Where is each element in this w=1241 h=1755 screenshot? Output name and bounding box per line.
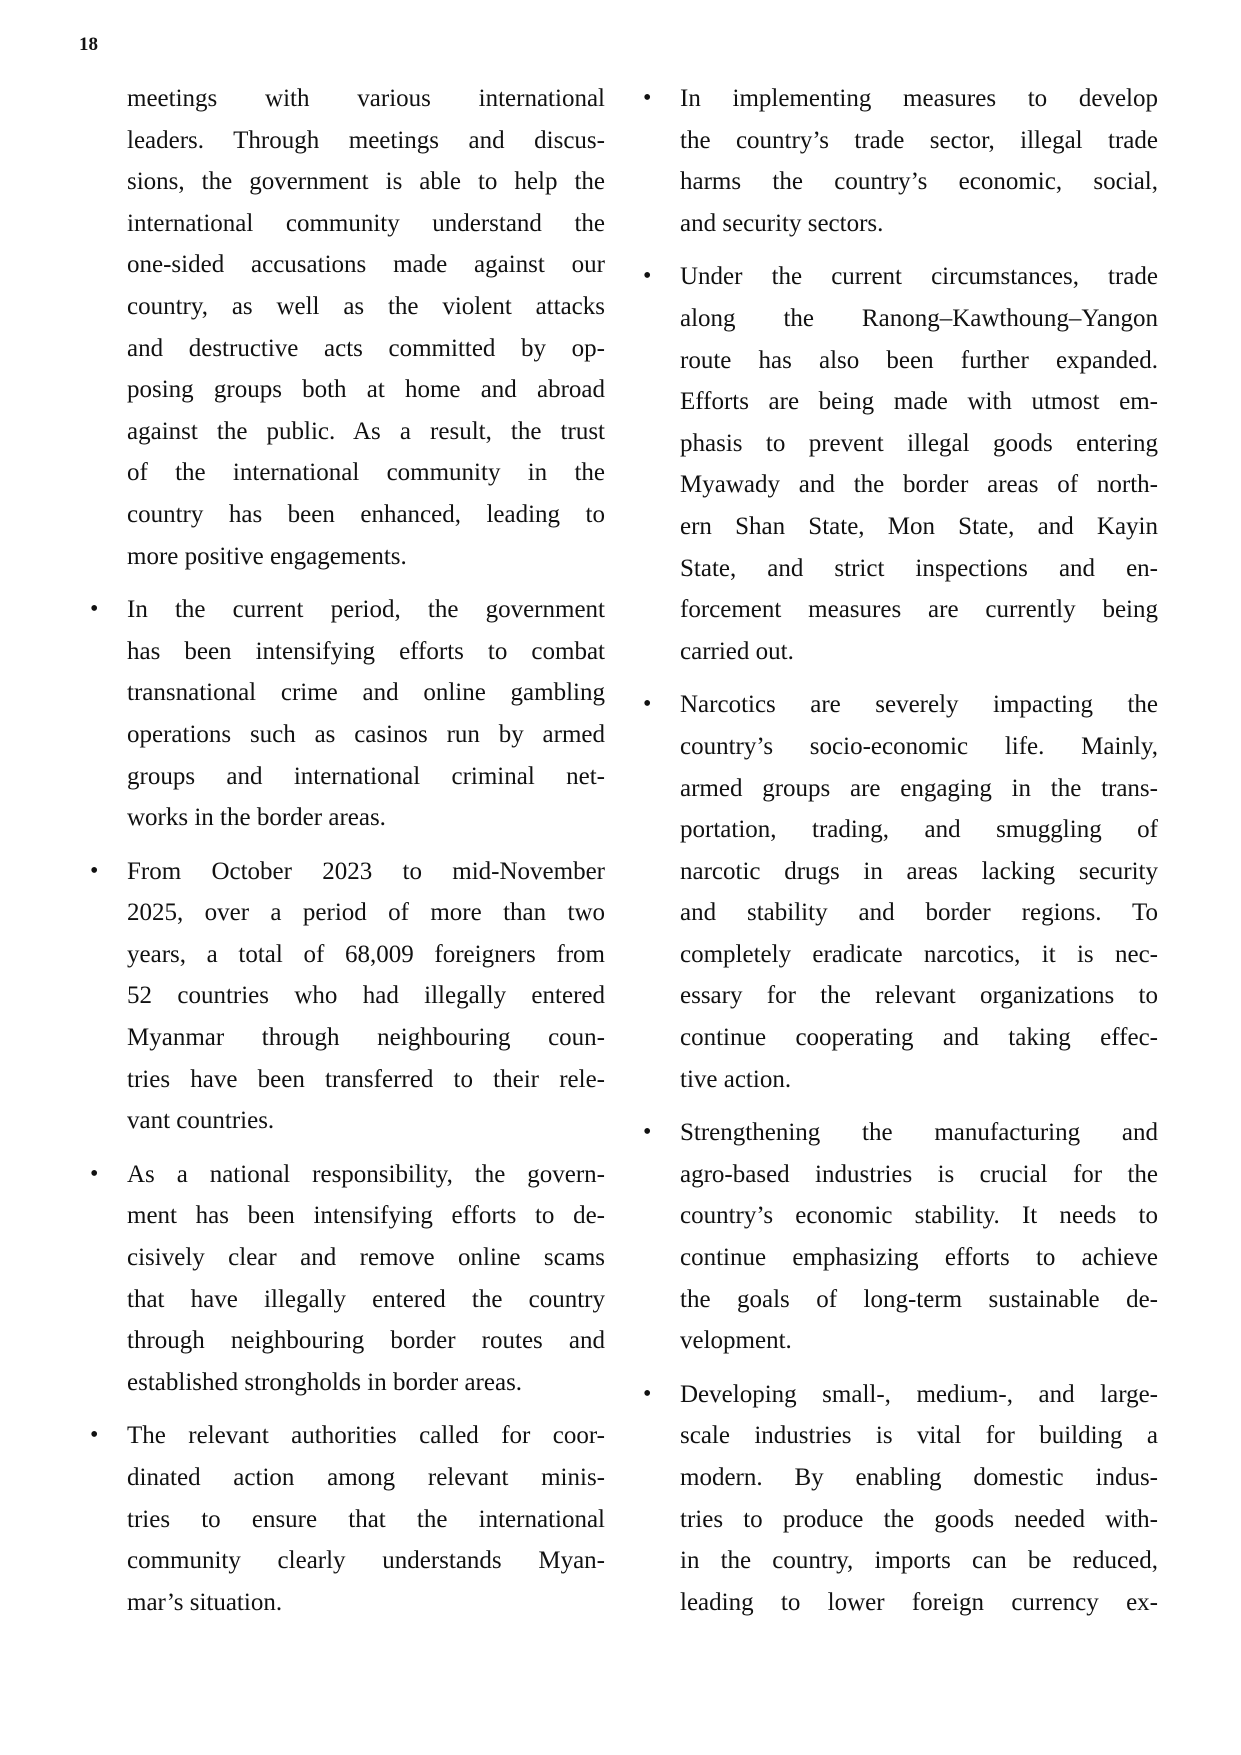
text-line-content: years, a total of 68,009 foreigners from <box>127 940 605 968</box>
text-line <box>127 892 605 934</box>
text-line-content: continue cooperating and taking effec- <box>680 1024 1158 1052</box>
text-line-content: leaders. Through meetings and discus- <box>127 126 605 154</box>
text-line-content: armed groups are engaging in the trans- <box>680 774 1158 802</box>
left-column <box>90 78 605 1635</box>
text-line <box>680 120 1158 162</box>
text-line-content: tries have been transferred to their rele- <box>127 1065 605 1093</box>
text-line-content: forcement measures are currently being <box>680 596 1158 624</box>
text-line <box>127 1100 605 1142</box>
text-line-content: dinated action among relevant minis- <box>127 1464 605 1491</box>
text-line-content: country’s socio-economic life. Mainly, <box>680 732 1158 760</box>
text-line-content: along the Ranong–Kawthoung–Yangon <box>680 304 1158 332</box>
text-line-content: ern Shan State, Mon State, and Kayin <box>680 512 1158 540</box>
bullet-icon: • <box>90 596 99 623</box>
text-line <box>680 256 1158 298</box>
text-line <box>680 726 1158 768</box>
text-line-content: and security sectors. <box>680 209 884 237</box>
text-line <box>680 1279 1158 1321</box>
text-line-content: sions, the government is able to help the <box>127 168 605 196</box>
text-line <box>680 934 1158 976</box>
text-line-content: country, as well as the violent attacks <box>127 292 605 320</box>
text-line-content: against the public. As a result, the trust <box>127 417 605 445</box>
text-line <box>127 1499 605 1541</box>
text-line-content: phasis to prevent illegal goods entering <box>680 429 1158 457</box>
bullet-item <box>90 1415 605 1623</box>
text-line-content: country’s economic stability. It needs to <box>680 1202 1158 1230</box>
bullet-item <box>643 684 1158 1100</box>
text-line <box>127 536 605 578</box>
text-line <box>680 1540 1158 1582</box>
text-line-content: posing groups both at home and abroad <box>127 376 605 404</box>
text-line <box>127 1362 605 1404</box>
text-line-content: through neighbouring border routes and <box>127 1327 605 1355</box>
text-line <box>127 452 605 494</box>
text-line <box>680 1415 1158 1457</box>
text-line <box>680 1582 1158 1624</box>
text-line <box>127 1457 605 1499</box>
text-line <box>127 286 605 328</box>
text-line-content: In the current period, the government <box>127 596 605 624</box>
text-line-content: community clearly understands Myan- <box>127 1547 605 1575</box>
text-line <box>680 506 1158 548</box>
text-line <box>680 1457 1158 1499</box>
bullet-item <box>90 1154 605 1404</box>
bullet-item <box>90 589 605 839</box>
text-line-content: modern. By enabling domestic indus- <box>680 1464 1158 1491</box>
text-line <box>680 631 1158 673</box>
text-line <box>127 411 605 453</box>
text-line <box>127 672 605 714</box>
text-line-content: leading to lower foreign currency ex- <box>680 1588 1158 1616</box>
text-line <box>127 934 605 976</box>
text-line-content: one-sided accusations made against our <box>127 251 605 279</box>
text-line-content: essary for the relevant organizations to <box>680 982 1158 1010</box>
text-line <box>680 1320 1158 1362</box>
text-line <box>680 78 1158 120</box>
text-line-content: scale industries is vital for building a <box>680 1422 1158 1450</box>
bullet-icon: • <box>90 1422 99 1449</box>
text-line-content: velopment. <box>680 1327 792 1355</box>
text-line <box>680 464 1158 506</box>
text-line <box>127 1237 605 1279</box>
text-line-content: portation, trading, and smuggling of <box>680 816 1158 844</box>
text-line-content: that have illegally entered the country <box>127 1285 605 1313</box>
text-line <box>680 381 1158 423</box>
text-line <box>680 589 1158 631</box>
text-line <box>680 340 1158 382</box>
text-line-content: established strongholds in border areas. <box>127 1368 523 1396</box>
text-line <box>680 1195 1158 1237</box>
text-line-content: international community understand the <box>127 209 605 237</box>
text-line <box>680 768 1158 810</box>
text-line <box>680 684 1158 726</box>
text-line-content: has been intensifying efforts to combat <box>127 637 605 665</box>
text-line-content: tive action. <box>680 1065 792 1093</box>
text-line <box>127 1540 605 1582</box>
text-line <box>680 1237 1158 1279</box>
bullet-item <box>643 1374 1158 1624</box>
text-line <box>127 714 605 756</box>
bullet-icon: • <box>643 263 652 290</box>
text-line-content: groups and international criminal net- <box>127 762 605 790</box>
text-line-content: ment has been intensifying efforts to de- <box>127 1202 605 1230</box>
text-line <box>127 1017 605 1059</box>
text-line <box>127 1582 605 1624</box>
text-line-content: tries to produce the goods needed with- <box>680 1505 1158 1533</box>
text-line <box>127 494 605 536</box>
text-line-content: completely eradicate narcotics, it is nec- <box>680 940 1158 968</box>
text-line-content: carried out. <box>680 637 794 665</box>
text-line-content: In implementing measures to develop <box>680 85 1158 112</box>
text-line-content: As a national responsibility, the govern- <box>127 1160 605 1188</box>
text-line <box>127 244 605 286</box>
text-line <box>127 78 605 120</box>
text-line-content: meetings with various international <box>127 85 605 112</box>
text-line <box>680 892 1158 934</box>
text-line <box>127 589 605 631</box>
bullet-item <box>643 1112 1158 1362</box>
text-line <box>127 1415 605 1457</box>
text-line <box>127 756 605 798</box>
text-line <box>680 298 1158 340</box>
text-line-content: the country’s trade sector, illegal trade <box>680 126 1158 154</box>
bullet-icon: • <box>643 691 652 718</box>
text-line-content: Strengthening the manufacturing and <box>680 1119 1158 1147</box>
text-line <box>680 1499 1158 1541</box>
text-line <box>127 1059 605 1101</box>
text-line-content: the goals of long-term sustainable de- <box>680 1285 1158 1313</box>
text-line-content: harms the country’s economic, social, <box>680 168 1158 196</box>
text-line <box>680 1112 1158 1154</box>
text-line <box>127 1154 605 1196</box>
text-line-content: State, and strict inspections and en- <box>680 554 1158 582</box>
text-line-content: and destructive acts committed by op- <box>127 334 605 362</box>
text-line-content: tries to ensure that the international <box>127 1505 605 1533</box>
text-line-content: Myawady and the border areas of north- <box>680 471 1158 499</box>
text-line-content: mar’s situation. <box>127 1588 283 1616</box>
bullet-icon: • <box>643 1119 652 1146</box>
text-line <box>127 203 605 245</box>
text-line-content: Narcotics are severely impacting the <box>680 691 1158 719</box>
text-line-content: The relevant authorities called for coor- <box>127 1422 605 1450</box>
text-line <box>127 328 605 370</box>
text-line <box>127 120 605 162</box>
text-line-content: Myanmar through neighbouring coun- <box>127 1024 605 1052</box>
text-line-content: country has been enhanced, leading to <box>127 500 605 528</box>
bullet-item <box>643 78 1158 244</box>
text-line-content: works in the border areas. <box>127 804 386 832</box>
bullet-item <box>643 256 1158 672</box>
text-line <box>127 369 605 411</box>
text-line-content: narcotic drugs in areas lacking security <box>680 857 1158 885</box>
text-line-content: of the international community in the <box>127 459 605 487</box>
text-line-content: 52 countries who had illegally entered <box>127 982 605 1010</box>
text-line <box>680 161 1158 203</box>
text-line <box>680 548 1158 590</box>
bullet-item <box>90 851 605 1142</box>
page-number: 18 <box>79 34 98 55</box>
text-line <box>127 1195 605 1237</box>
paragraph-continuation <box>127 78 605 577</box>
text-line-content: vant countries. <box>127 1107 275 1135</box>
bullet-icon: • <box>90 1160 99 1187</box>
right-column <box>643 78 1158 1635</box>
text-line-content: 2025, over a period of more than two <box>127 899 605 927</box>
text-line <box>680 975 1158 1017</box>
text-line-content: in the country, imports can be reduced, <box>680 1547 1158 1575</box>
text-line <box>127 1279 605 1321</box>
text-line-content: continue emphasizing efforts to achieve <box>680 1244 1158 1272</box>
text-line <box>680 423 1158 465</box>
text-line <box>680 851 1158 893</box>
bullet-icon: • <box>643 1380 652 1407</box>
text-line <box>680 1154 1158 1196</box>
text-line <box>680 809 1158 851</box>
text-line <box>680 1374 1158 1416</box>
text-line-content: route has also been further expanded. <box>680 346 1158 374</box>
text-line-content: cisively clear and remove online scams <box>127 1244 605 1272</box>
text-line-content: From October 2023 to mid-November <box>127 857 605 885</box>
text-line-content: Under the current circumstances, trade <box>680 263 1158 291</box>
text-line-content: transnational crime and online gambling <box>127 679 605 707</box>
text-line <box>127 1320 605 1362</box>
bullet-icon: • <box>90 857 99 884</box>
text-line <box>680 203 1158 245</box>
text-line-content: more positive engagements. <box>127 542 407 570</box>
text-line-content: operations such as casinos run by armed <box>127 720 605 748</box>
text-line <box>680 1059 1158 1101</box>
text-line <box>127 851 605 893</box>
text-line-content: Efforts are being made with utmost em- <box>680 388 1158 416</box>
text-line <box>127 797 605 839</box>
text-line-content: agro-based industries is crucial for the <box>680 1160 1158 1188</box>
text-line <box>680 1017 1158 1059</box>
text-line-content: and stability and border regions. To <box>680 899 1158 927</box>
text-line <box>127 631 605 673</box>
bullet-icon: • <box>643 85 652 111</box>
text-line <box>127 161 605 203</box>
text-line <box>127 975 605 1017</box>
text-line-content: Developing small-, medium-, and large- <box>680 1380 1158 1408</box>
